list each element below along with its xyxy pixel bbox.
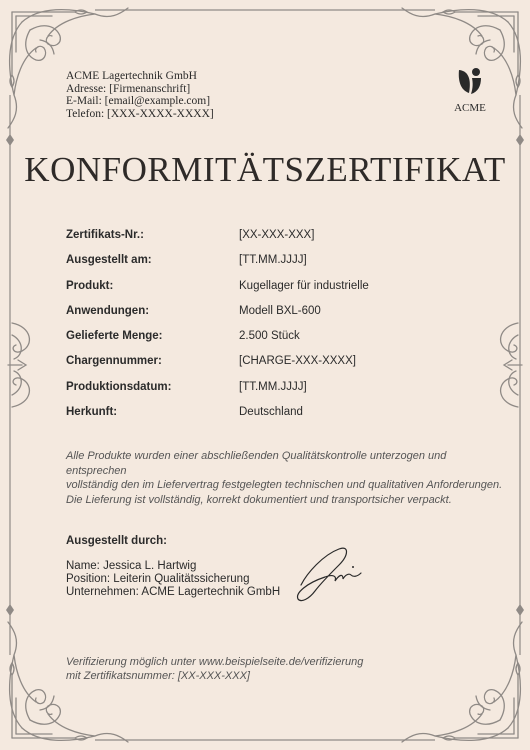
- issuer-details: [66, 560, 280, 599]
- company-phone: Telefon: [XXX-XXXX-XXXX]: [66, 107, 214, 120]
- issued-by-heading: Ausgestellt durch:: [66, 535, 167, 547]
- detail-row: [66, 376, 466, 401]
- company-address: Adresse: [Firmenanschrift]: [66, 82, 191, 95]
- detail-row: [66, 300, 466, 325]
- detail-value: Deutschland: [239, 406, 303, 419]
- detail-label: Anwendungen:: [66, 304, 150, 317]
- statement-line: Die Lieferung ist vollständig, korrekt dokumentiert und transportsicher verpackt.: [66, 493, 452, 506]
- detail-value: 2.500 Stück: [239, 330, 300, 343]
- detail-value: [XX-XXX-XXX]: [239, 229, 315, 241]
- detail-value: [TT.MM.JJJJ]: [239, 380, 307, 393]
- detail-label: Gelieferte Menge:: [66, 330, 163, 343]
- signature: [293, 543, 373, 605]
- detail-row: [66, 325, 466, 350]
- issuer-company: Unternehmen: ACME Lagertechnik GmbH: [66, 586, 281, 598]
- detail-row: [66, 249, 466, 274]
- statement-line: vollständig den im Liefervertrag festgelegten technischen und qualitativen Anforderungen.: [66, 479, 503, 491]
- statement-line: Alle Produkte wurden einer abschließenden Qualitätskontrolle unterzogen und entsprechen: [66, 450, 447, 477]
- logo-text: ACME: [454, 102, 486, 114]
- detail-value: [CHARGE-XXX-XXXX]: [239, 355, 356, 368]
- detail-row: [66, 401, 466, 426]
- detail-row: [66, 224, 466, 249]
- detail-label: Ausgestellt am:: [66, 254, 152, 267]
- detail-label: Produkt:: [66, 279, 114, 292]
- detail-label: Chargennummer:: [66, 355, 162, 368]
- issuer-position: Position: Leiterin Qualitätssicherung: [66, 573, 250, 585]
- detail-label: Herkunft:: [66, 406, 118, 419]
- company-name: ACME Lagertechnik GmbH: [66, 70, 197, 82]
- detail-row: [66, 350, 466, 375]
- detail-row: [66, 275, 466, 300]
- verification-line: Verifizierung möglich unter www.beispielseite.de/verifizierung: [66, 656, 364, 668]
- certificate-title: KONFORMITÄTSZERTIFIKAT: [24, 150, 506, 189]
- detail-value: [TT.MM.JJJJ]: [239, 254, 307, 267]
- quality-statement: [66, 449, 506, 507]
- company-info: [66, 70, 214, 120]
- detail-value: Kugellager für industrielle: [239, 279, 369, 292]
- certificate-details: [66, 224, 466, 426]
- leaf-person-logo-icon: [456, 66, 484, 96]
- company-email: E-Mail: [email@example.com]: [66, 95, 211, 107]
- detail-label: Produktionsdatum:: [66, 380, 172, 393]
- verification-note: [66, 656, 363, 683]
- issuer-name: Name: Jessica L. Hartwig: [66, 560, 197, 572]
- verification-line: mit Zertifikatsnummer: [XX-XXX-XXX]: [66, 669, 250, 682]
- detail-value: Modell BXL-600: [239, 304, 321, 317]
- detail-label: Zertifikats-Nr.:: [66, 229, 144, 241]
- company-logo: [452, 66, 488, 114]
